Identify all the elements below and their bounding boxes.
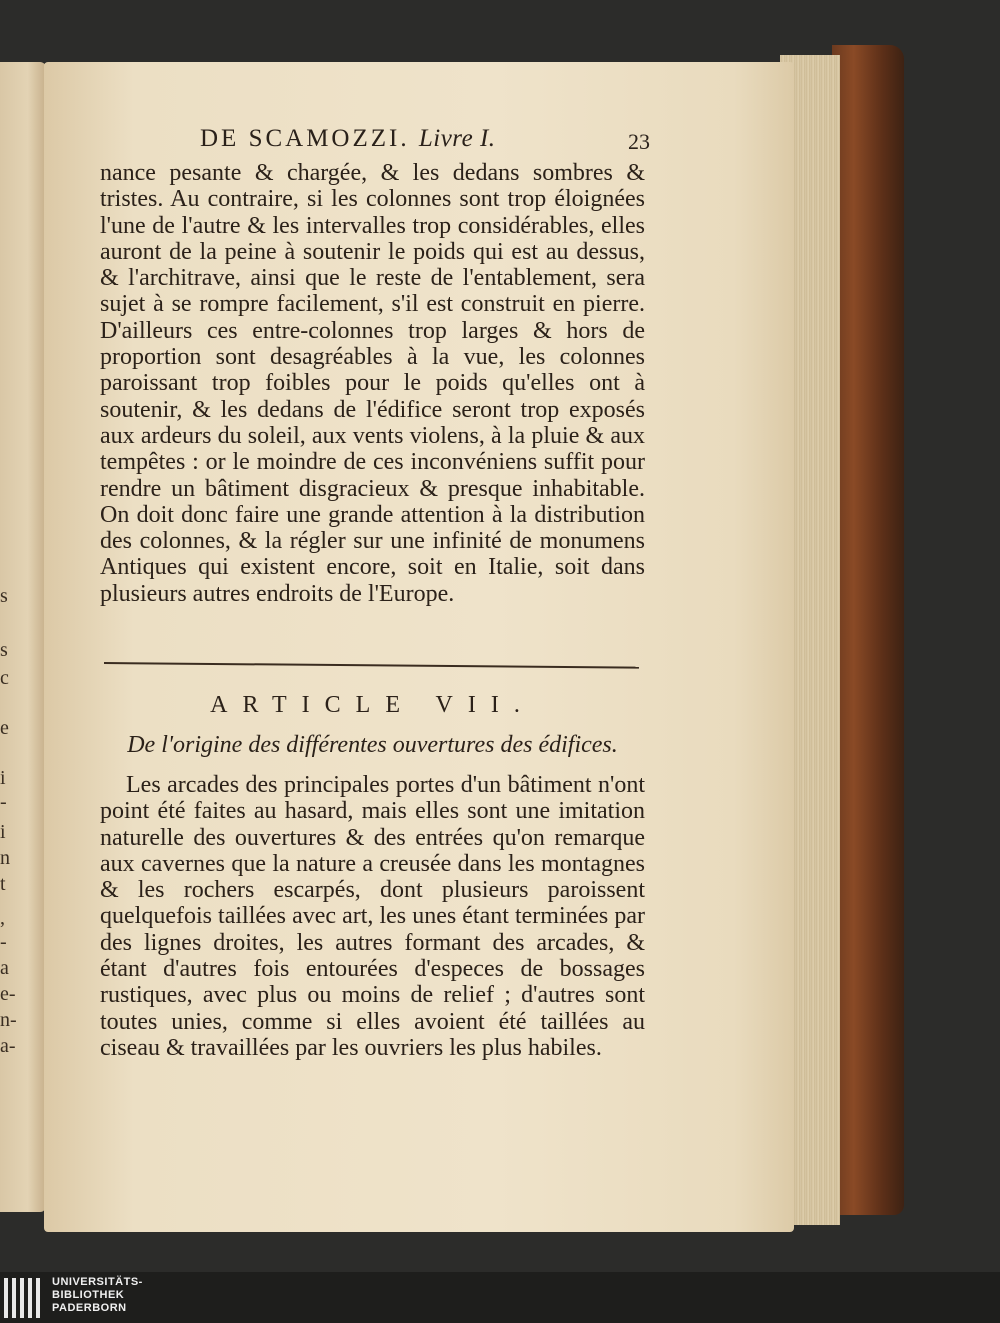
running-head — [200, 125, 496, 153]
logo-line-1: UNIVERSITÄTS- — [52, 1276, 143, 1288]
facing-page-letter: , — [0, 907, 5, 929]
facing-page-letter: a — [0, 957, 9, 979]
facing-page-letter: - — [0, 931, 7, 953]
article-paragraph: Les arcades des principales portes d'un bâtiment n'ont point été faites au hasard, mais elles sont une imitation naturelle des ouvertures & des entrées qu'on remarque aux cavernes que la nature a creusée dans les montagnes & les rochers escarpés, dont plusieurs paroissent quelquefois taillées avec art, les unes étant terminées par des lignes droites, les autres formant des arcades, & étant d'autres fois entourées d'especes de bossages rustiques, avec plus ou moins de relief ; d'autres sont toutes unies, comme si elles avoient été taillées au ciseau & travaillées par les ouvriers les plus habiles. — [100, 772, 645, 1061]
facing-page-letter: a- — [0, 1035, 16, 1057]
facing-page-edge — [0, 62, 46, 1212]
paragraph-continued: nance pesante & chargée, & les dedans sombres & tristes. Au contraire, si les colonnes sont trop éloignées l'une de l'autre & les intervalles trop considérables, elles auront de la peine à soutenir le poids qui est au dessus, & l'architrave, ainsi que le reste de l'entablement, sera sujet à se rompre facilement, s'il est construit en pierre. D'ailleurs ces entre-colonnes trop larges & hors de proportion sont desagréables à la vue, les colonnes paroissant trop foibles pour le poids qu'elles ont à soutenir, & les dedans de l'édifice seront trop exposés aux ardeurs du soleil, aux vents violens, à la pluie & aux tempêtes : or le moindre de ces inconvéniens suffit pour rendre un bâtiment disgracieux & presque inhabitable. On doit donc faire une grande attention à la distribution des colonnes, & la régler sur une infinité de monumens Antiques qui existent encore, soit en Italie, soit dans plusieurs autres endroits de l'Europe. — [100, 160, 645, 607]
facing-page-letter: t — [0, 873, 6, 895]
library-logo-icon — [4, 1278, 44, 1318]
article-subtitle: De l'origine des différentes ouvertures des édifices. — [127, 732, 618, 758]
article-heading: ARTICLE VII. — [210, 692, 535, 718]
facing-page-letter: e- — [0, 983, 16, 1005]
logo-line-3: PADERBORN — [52, 1302, 127, 1314]
facing-page-letter: n — [0, 847, 10, 869]
facing-page-letter: n- — [0, 1009, 17, 1031]
library-footer — [0, 1272, 1000, 1323]
logo-line-2: BIBLIOTHEK — [52, 1289, 125, 1301]
facing-page-letter: i — [0, 821, 6, 843]
facing-page-letter: s — [0, 585, 8, 607]
facing-page-letter: - — [0, 791, 7, 813]
page-number: 23 — [628, 129, 650, 154]
facing-page-letter: c — [0, 667, 9, 689]
running-header — [200, 123, 660, 159]
facing-page-letter: i — [0, 767, 6, 789]
facing-page-letter: s — [0, 639, 8, 661]
library-logo-text — [52, 1276, 143, 1315]
running-head-italic: Livre I. — [418, 125, 496, 152]
running-head-roman: DE SCAMOZZI. — [200, 125, 410, 152]
book-cover-edge — [832, 45, 904, 1215]
facing-page-letter: e — [0, 717, 9, 739]
